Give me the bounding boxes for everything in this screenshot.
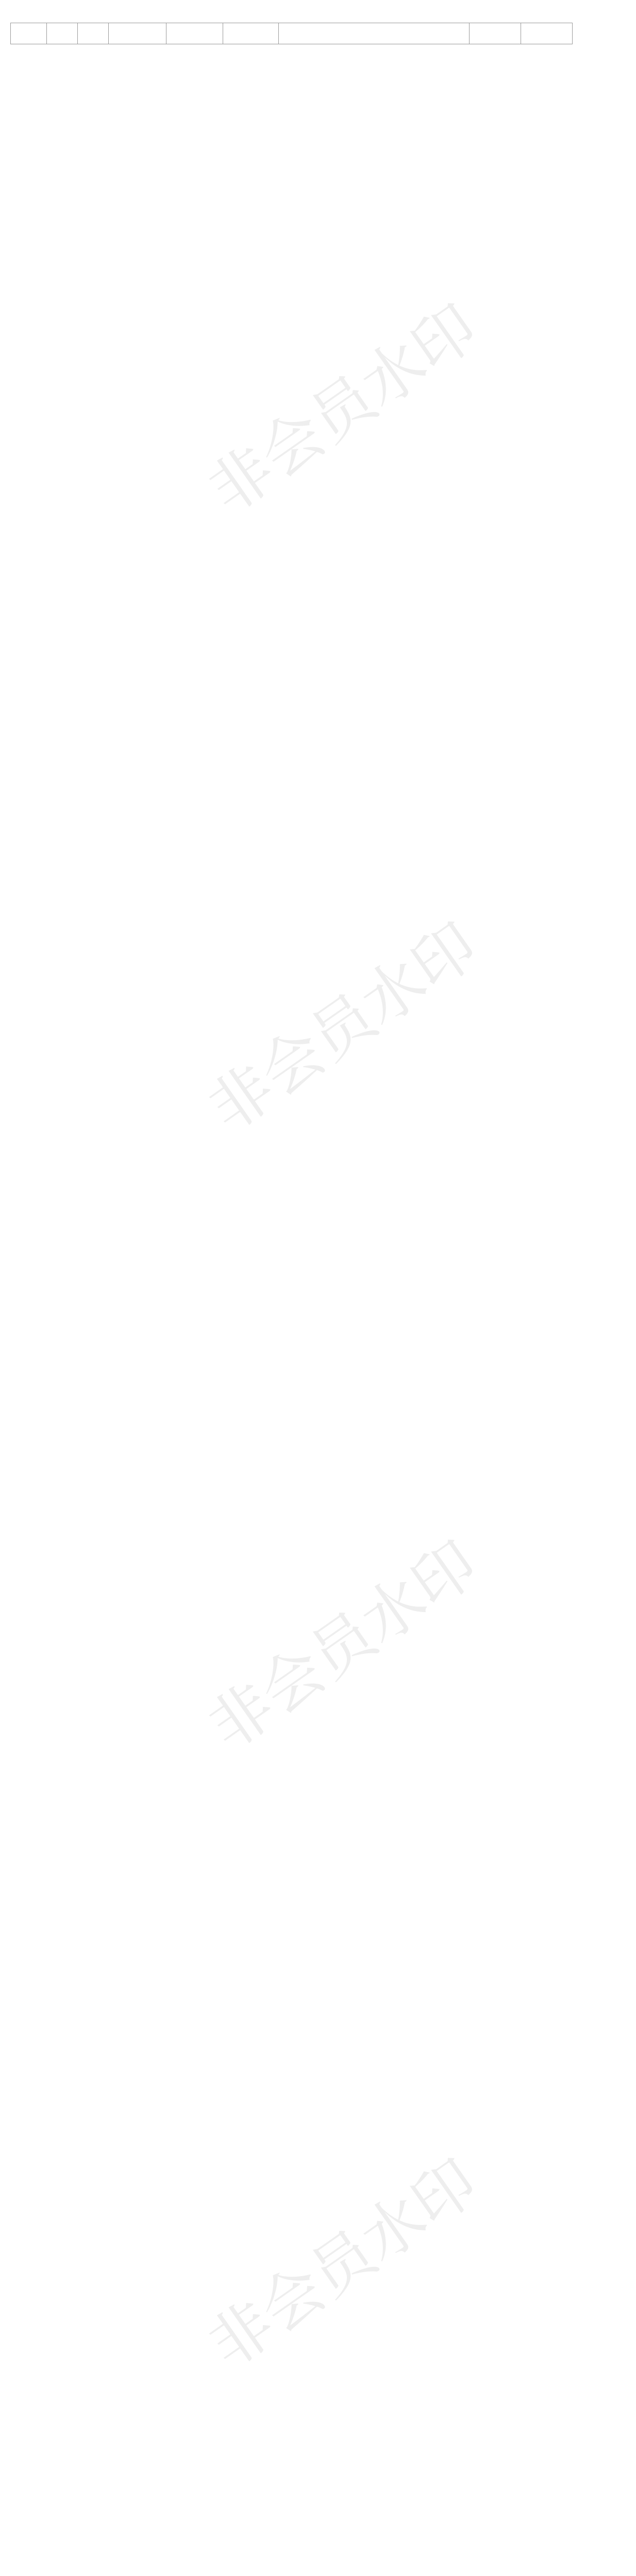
watermark: 非会员水印 <box>196 1528 491 1764</box>
header-code <box>47 23 78 44</box>
header-impl-code <box>279 23 470 44</box>
header-remark <box>470 23 521 44</box>
header-org <box>166 23 223 44</box>
header-name <box>78 23 109 44</box>
watermark: 非会员水印 <box>196 2146 491 2382</box>
header-unit <box>11 23 47 44</box>
header-blank <box>521 23 573 44</box>
header-basis <box>223 23 279 44</box>
watermark: 非会员水印 <box>196 291 491 528</box>
header-subject <box>109 23 166 44</box>
table-header-row <box>11 23 573 44</box>
watermark: 非会员水印 <box>196 909 491 1146</box>
penalty-table <box>10 23 573 44</box>
